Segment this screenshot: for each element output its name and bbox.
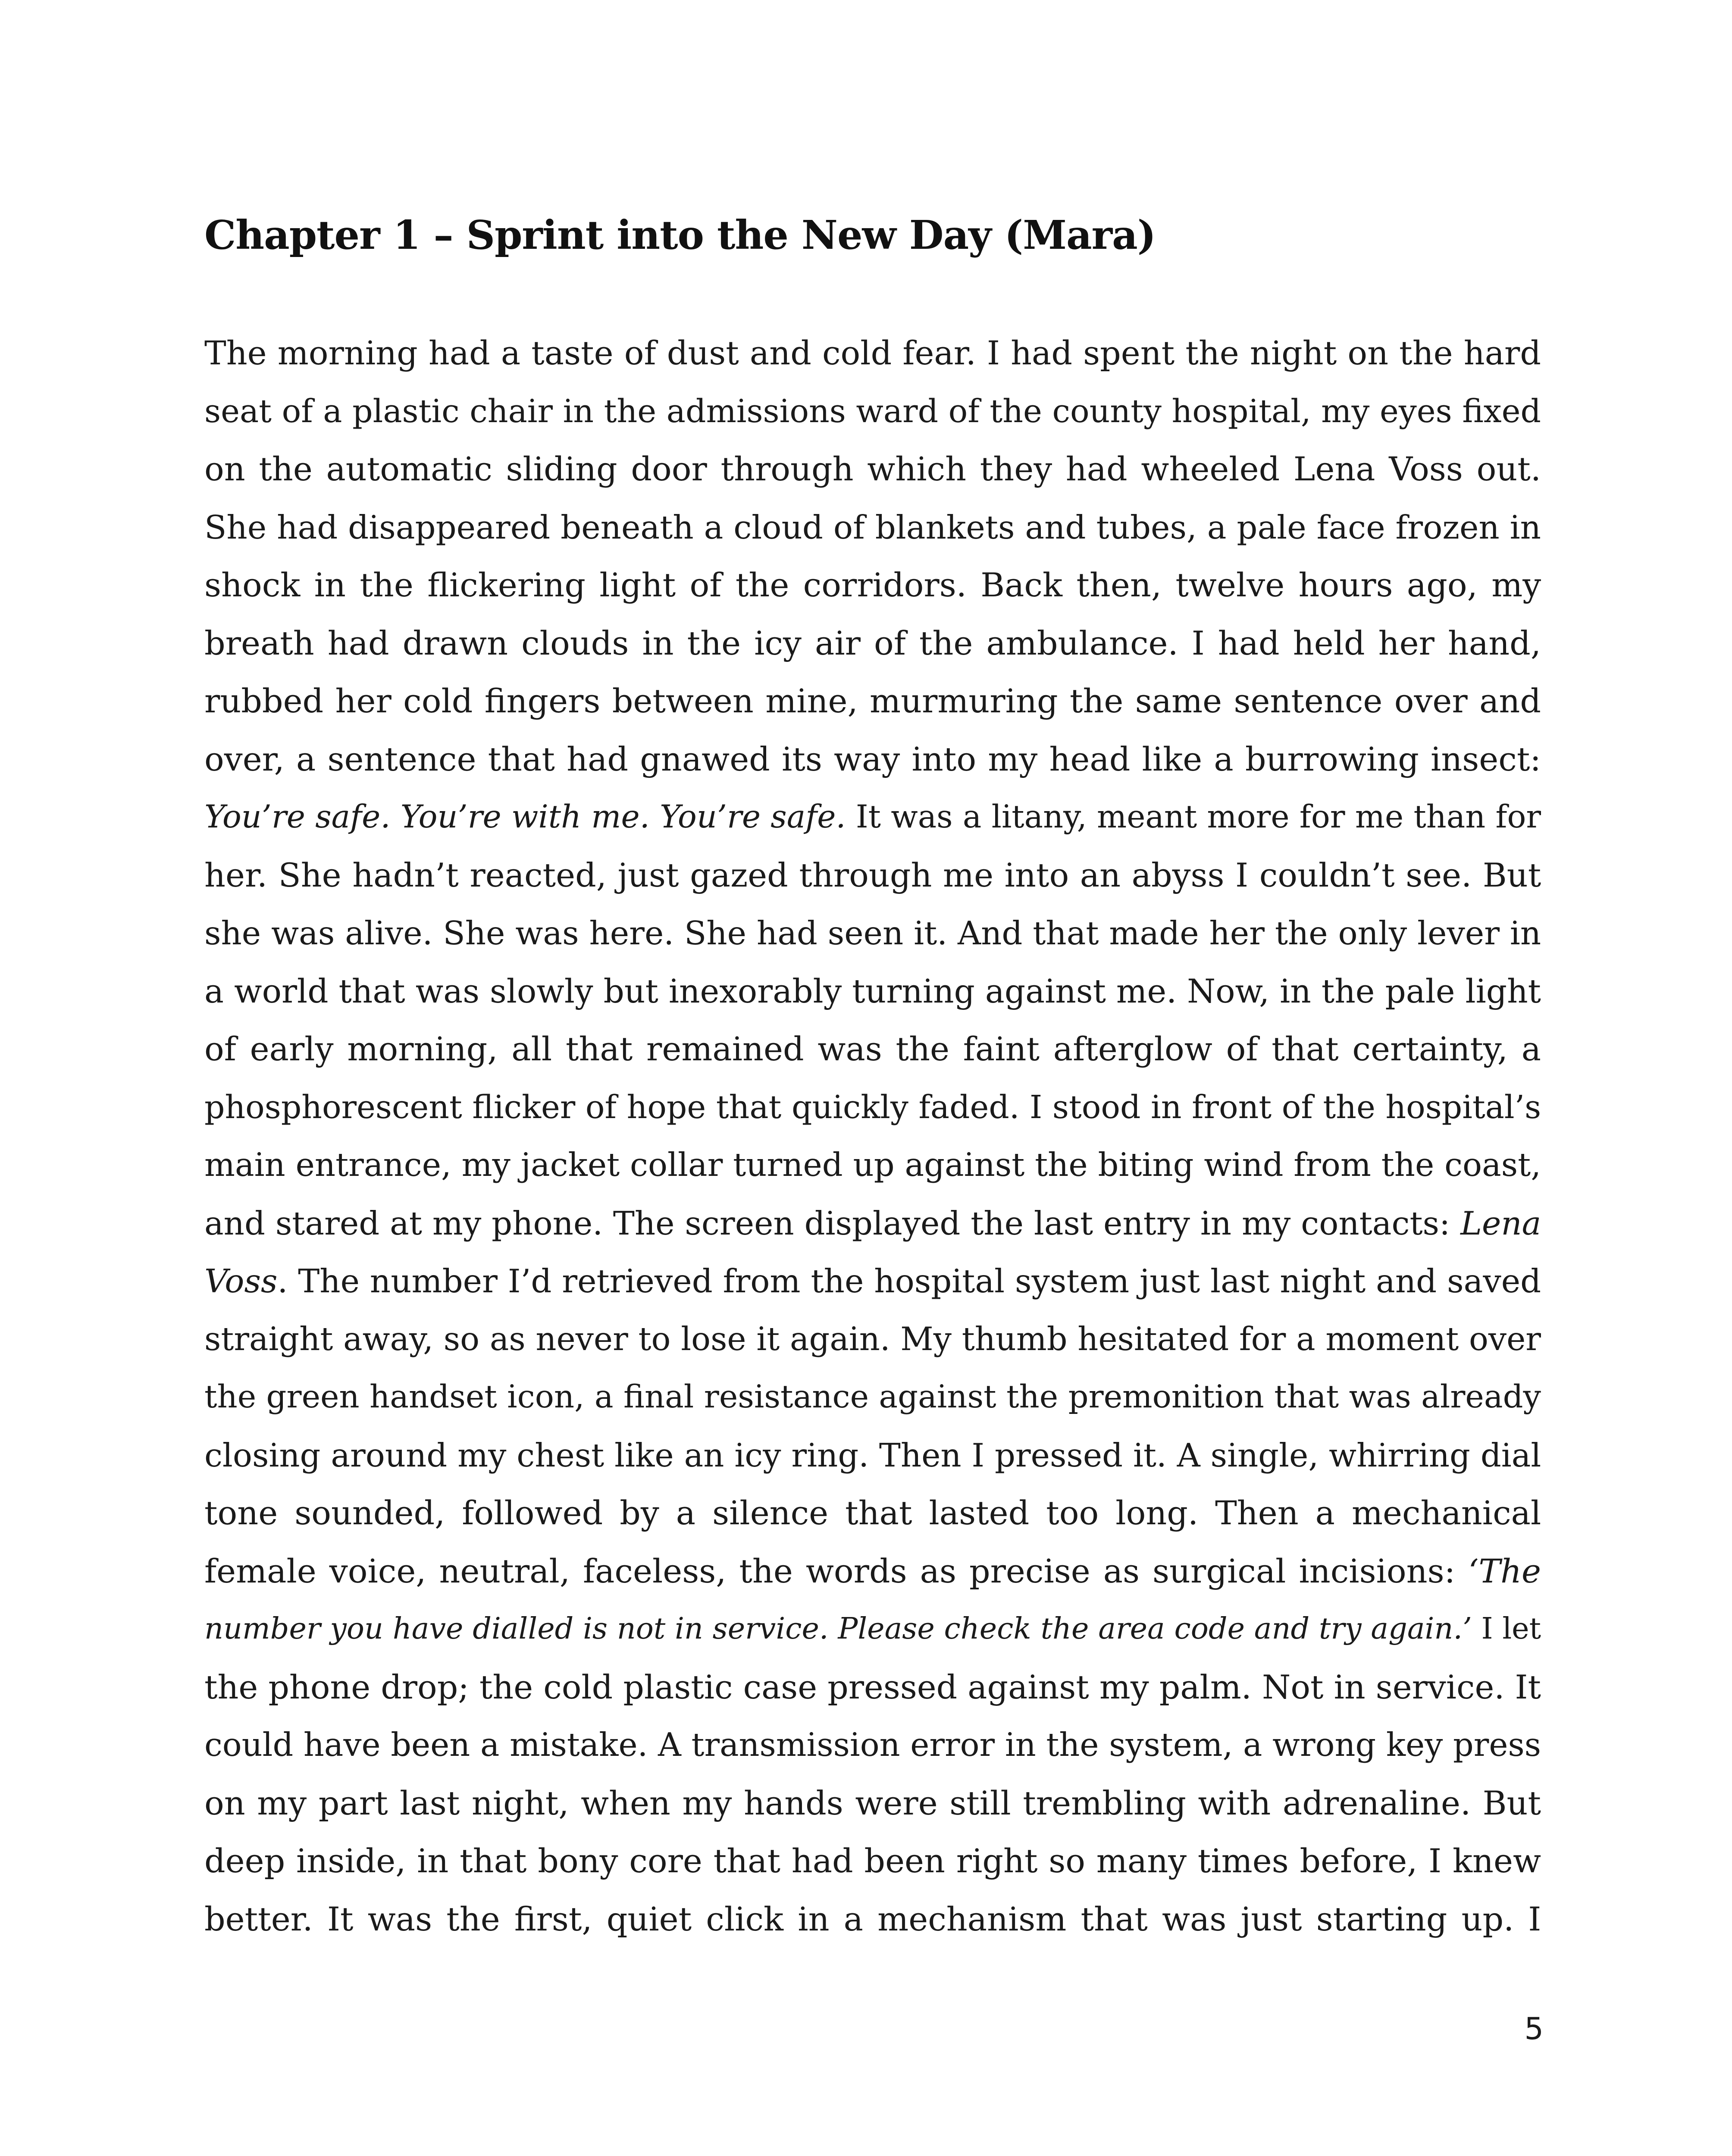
text-line (204, 1310, 1541, 1369)
text-line (204, 1774, 1541, 1833)
line-text: The morning had a taste of dust and cold fear. I had spent the night on the hard (204, 334, 1541, 372)
line-text: breath had drawn clouds in the icy air of the ambulance. I had held her hand, (204, 624, 1541, 662)
text-line (204, 1484, 1541, 1542)
line-text: I let (1472, 1612, 1541, 1646)
text-line (204, 556, 1541, 614)
line-text: It was a litany, meant more for me than for (846, 799, 1541, 835)
text-line (204, 1658, 1541, 1717)
text-line (204, 1832, 1541, 1890)
italic-text: ‘The (1468, 1551, 1541, 1590)
line-text: the phone drop; the cold plastic case pressed against my palm. Not in service. It (204, 1668, 1541, 1706)
text-line (204, 1890, 1541, 1949)
text-line (204, 1136, 1541, 1194)
text-line (204, 672, 1541, 730)
text-line (204, 1426, 1541, 1485)
line-text: a world that was slowly but inexorably turning against me. Now, in the pale light (204, 972, 1541, 1010)
line-text: tone sounded, followed by a silence that lasted too long. Then a mechanical (204, 1494, 1541, 1532)
italic-text: number you have dialled is not in service. Please check the area code and try again.’ (204, 1612, 1472, 1646)
line-text: her. She hadn’t reacted, just gazed through me into an abyss I couldn’t see. But (204, 856, 1541, 894)
italic-text: Lena (1460, 1204, 1541, 1242)
line-text: better. It was the first, quiet click in a mechanism that was just starting up. I (204, 1899, 1541, 1938)
italic-text: You’re safe. You’re with me. You’re safe. (204, 799, 846, 835)
line-text: shock in the flickering light of the corridors. Back then, twelve hours ago, my (204, 566, 1541, 604)
line-text: female voice, neutral, faceless, the words as precise as surgical incisions: (204, 1551, 1469, 1590)
italic-text: Voss (204, 1262, 278, 1300)
text-line (204, 1600, 1541, 1658)
line-text: deep inside, in that bony core that had been right so many times before, I knew (204, 1842, 1541, 1880)
line-text: She had disappeared beneath a cloud of blankets and tubes, a pale face frozen in (204, 508, 1541, 546)
line-text: rubbed her cold fingers between mine, murmuring the same sentence over and (204, 682, 1541, 720)
line-text: of early morning, all that remained was the faint afterglow of that certainty, a (204, 1030, 1541, 1068)
line-text: the green handset icon, a final resistance against the premonition that was already (204, 1379, 1541, 1415)
chapter-title: Chapter 1 – Sprint into the New Day (Mara) (204, 212, 1156, 258)
text-line (204, 1716, 1541, 1774)
line-text: straight away, so as never to lose it again. My thumb hesitated for a moment over (204, 1320, 1541, 1358)
line-text: closing around my chest like an icy ring. Then I pressed it. A single, whirring dial (204, 1436, 1541, 1474)
text-line (204, 730, 1541, 789)
text-line (204, 440, 1541, 498)
text-line (204, 1194, 1541, 1253)
line-text: and stared at my phone. The screen displayed the last entry in my contacts: (204, 1204, 1461, 1242)
line-text: . The number I’d retrieved from the hospital system just last night and saved (277, 1262, 1541, 1300)
text-line (204, 1542, 1541, 1601)
text-line (204, 846, 1541, 905)
line-text: seat of a plastic chair in the admissions ward of the county hospital, my eyes fixed (204, 392, 1541, 430)
chapter-body-text (204, 324, 1541, 1948)
text-line (204, 788, 1541, 846)
line-text: on my part last night, when my hands were still trembling with adrenaline. But (204, 1783, 1541, 1822)
page-number: 5 (1524, 2011, 1544, 2046)
text-line (204, 962, 1541, 1021)
line-text: main entrance, my jacket collar turned up against the biting wind from the coast, (204, 1146, 1541, 1184)
text-line (204, 904, 1541, 962)
line-text: phosphorescent flicker of hope that quickly faded. I stood in front of the hospital’s (204, 1088, 1541, 1126)
text-line (204, 382, 1541, 441)
text-line (204, 324, 1541, 382)
text-line (204, 1078, 1541, 1137)
line-text: over, a sentence that had gnawed its way into my head like a burrowing insect: (204, 740, 1541, 778)
text-line (204, 614, 1541, 673)
text-line (204, 498, 1541, 557)
line-text: could have been a mistake. A transmission error in the system, a wrong key press (204, 1726, 1541, 1764)
line-text: on the automatic sliding door through which they had wheeled Lena Voss out. (204, 450, 1541, 488)
text-line (204, 1368, 1541, 1426)
text-line (204, 1020, 1541, 1078)
line-text: she was alive. She was here. She had seen it. And that made her the only lever in (204, 914, 1541, 952)
text-line (204, 1252, 1541, 1310)
